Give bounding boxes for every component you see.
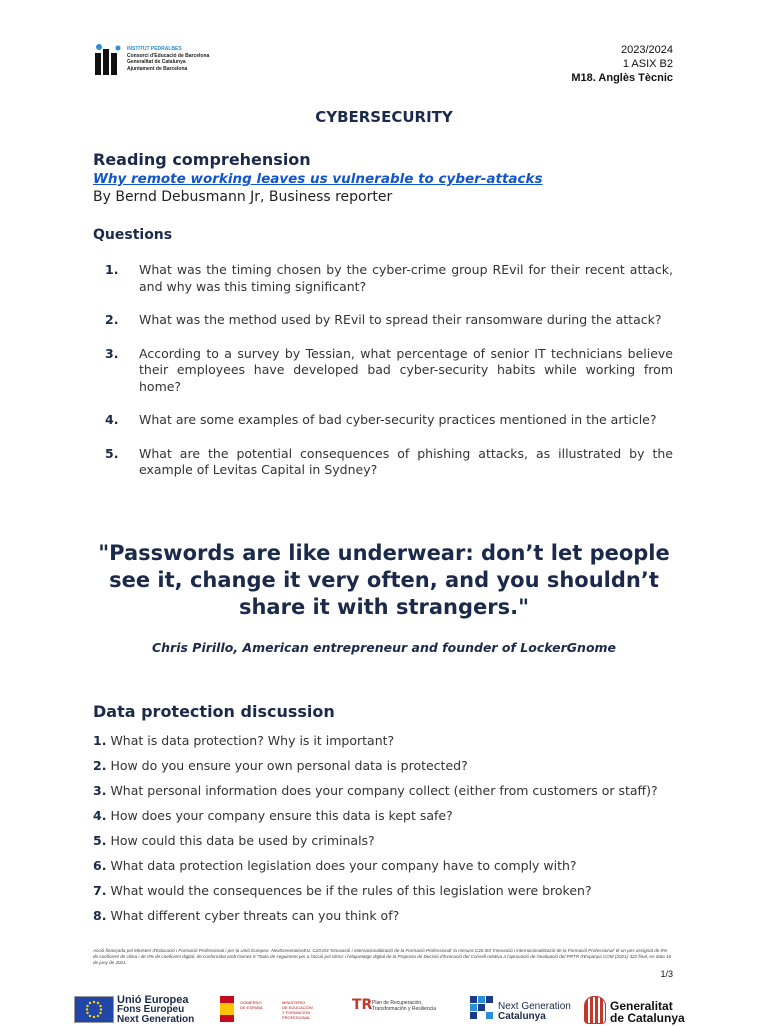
reading-heading: Reading comprehension	[93, 150, 311, 169]
questions-list	[93, 262, 673, 496]
page-title: CYBERSECURITY	[315, 108, 453, 126]
funding-logos: Unió Europea Fons Europeu Next Generation GOBIERNO DE ESPAÑA MINISTERIO DE EDUCACIÓN Y FORMACIÓN PROFESIONAL TR Plan de Recuperación, Transformación y Resiliencia Next Generation Catalunya Generalitat de Catalunya	[0, 992, 768, 1024]
course-info	[571, 43, 673, 85]
spain-ministry-logo: GOBIERNO DE ESPAÑA MINISTERIO DE EDUCACIÓN Y FORMACIÓN PROFESIONAL	[220, 996, 330, 1022]
question-item: 2. What was the method used by REvil to spread their ransomware during the attack?	[105, 312, 662, 327]
institution-logo	[95, 44, 215, 78]
funding-note: Acció finançada pel Ministeri d'Educació i Formació Professional i per la Unió Europea -NextGenerationEU. C20.I03 'Innovació i internacionalització de la Formació Professional' la mesura C20.I03 'Innovació i internacionalització de la Formació Professional' té un pes assignat de 0% de coeficient de clima i de 0% de coeficient digital, de conformitat amb l'annex 6 'Taula de seguiment per a l'acció pel clima' i l'etiquetatge digital de la Proposta de Decisió d'Execució del Consell relativa a l'aprovació de l'avaluació del PRTR d'Espanya COM (2021) 322 final, en data 16 de juny de 2021.	[93, 948, 672, 966]
eu-funding-label: Unió Europea Fons Europeu Next Generation	[117, 994, 195, 1025]
spain-crest-icon	[220, 996, 234, 1022]
discussion-item: 6. What data protection legislation does your company have to comply with?	[93, 858, 577, 873]
password-quote: "Passwords are like underwear: don’t let people see it, change it very often, and you shouldn’t share it with strangers."	[98, 541, 670, 619]
school-year: 2023/2024	[621, 44, 673, 56]
discussion-item: 5. How could this data be used by criminals?	[93, 833, 375, 848]
discussion-item: 2. How do you ensure your own personal data is protected?	[93, 758, 468, 773]
data-protection-heading: Data protection discussion	[93, 702, 335, 721]
eu-stars-icon	[75, 997, 113, 1022]
question-item: 1. What was the timing chosen by the cyber-crime group REvil for their recent attack, and why was this timing significant?	[105, 262, 673, 294]
question-item: 4. What are some examples of bad cyber-security practices mentioned in the article?	[105, 412, 657, 427]
article-link[interactable]: Why remote working leaves us vulnerable to cyber-attacks	[93, 171, 543, 187]
institut-pedralbes-logo-icon	[95, 44, 123, 76]
quote-attribution: Chris Pirillo, American entrepreneur and founder of LockerGnome	[151, 640, 617, 655]
class-group: 1 ASIX B2	[622, 58, 673, 70]
discussion-list	[93, 733, 693, 933]
discussion-item: 4. How does your company ensure this data is kept safe?	[93, 808, 453, 823]
discussion-item: 1. What is data protection? Why is it important?	[93, 733, 395, 748]
question-item: 5. What are the potential consequences of phishing attacks, as illustrated by the example of Levitas Capital in Sydney?	[105, 445, 673, 477]
tr-mark-icon: TR	[352, 997, 373, 1013]
eu-flag-icon	[74, 996, 114, 1023]
question-item: 3. According to a survey by Tessian, what percentage of senior IT technicians believe their employees have developed bad cyber-security habits while working from home?	[105, 345, 673, 394]
generalitat-emblem-icon	[584, 996, 606, 1024]
discussion-item: 3. What personal information does your company collect (either from customers or staff)?	[93, 783, 658, 798]
discussion-item: 7. What would the consequences be if the rules of this legislation were broken?	[93, 883, 592, 898]
logo-text: INSTITUT PEDRALBES Consorci d'Educació de Barcelona Generalitat de Catalunya Ajuntament de Barcelona	[127, 46, 210, 72]
discussion-item: 8. What different cyber threats can you think of?	[93, 908, 400, 923]
article-byline: By Bernd Debusmann Jr, Business reporter	[93, 189, 393, 205]
questions-heading: Questions	[93, 227, 173, 243]
page-number: 1/3	[660, 969, 673, 979]
module-name: M18. Anglès Tècnic	[571, 72, 673, 84]
